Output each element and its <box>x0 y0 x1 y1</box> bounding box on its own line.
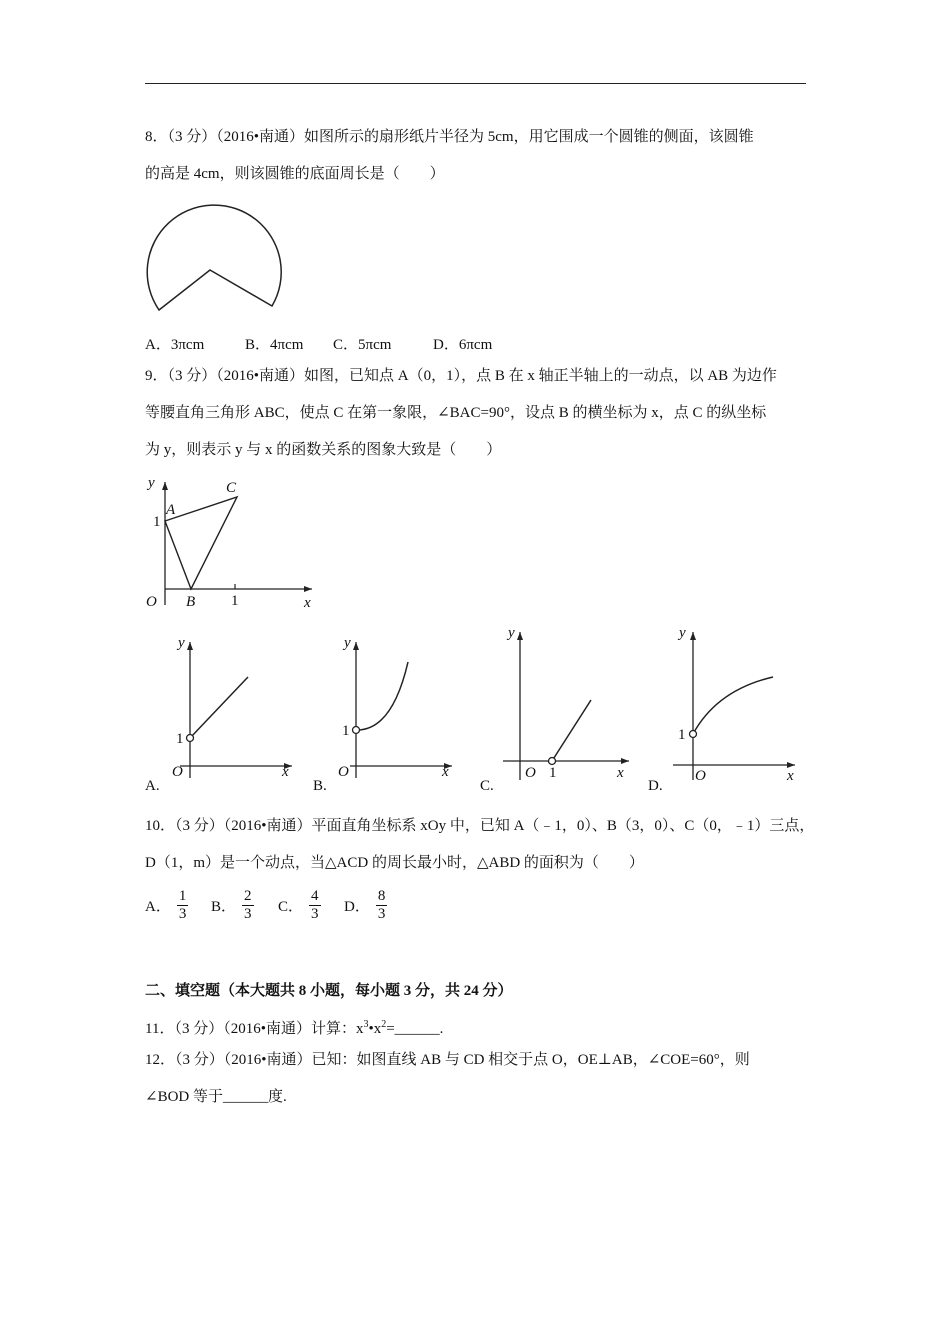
q10-option-c-num: 4 <box>311 888 319 904</box>
graph-b-x-label: x <box>442 764 449 780</box>
fig9-c-label: C <box>226 480 237 496</box>
q10-option-a[interactable] <box>145 888 188 923</box>
section2-heading: 二、填空题（本大题共 8 小题，每小题 3 分，共 24 分） <box>145 983 513 999</box>
graph-b-option[interactable]: B. <box>313 778 327 794</box>
graph-b-origin-label: O <box>338 764 349 780</box>
graph-c-x-label: x <box>617 765 624 781</box>
graph-a-one-label: 1 <box>176 731 184 747</box>
q10-option-a-num: 1 <box>178 888 187 904</box>
graph-b-one-label: 1 <box>342 723 350 739</box>
graph-b-y-label: y <box>344 635 351 651</box>
q8-option-b[interactable]: B．4πcm <box>245 337 304 353</box>
q10-option-b-fraction <box>242 888 254 923</box>
graph-c[interactable] <box>495 620 635 790</box>
graph-d-option[interactable]: D. <box>648 778 663 794</box>
q10-option-d[interactable] <box>344 888 387 923</box>
q10-option-d-den: 3 <box>377 906 386 922</box>
fig9-y-label: y <box>148 475 155 491</box>
header-rule <box>145 83 806 84</box>
graph-a-option[interactable]: A. <box>145 778 160 794</box>
q10-option-a-label: A． <box>145 899 171 915</box>
q10-option-a-den: 3 <box>178 906 187 922</box>
q9-text-line2: 等腰直角三角形 ABC，使点 C 在第一象限，∠BAC=90°，设点 B 的横坐标为 x，点 C 的纵坐标 <box>145 405 767 421</box>
q8-text-line1: 8．（3 分）（2016•南通）如图所示的扇形纸片半径为 5cm，用它围成一个圆锥的侧面，该圆锥 <box>145 129 754 145</box>
fig9-one-y-label: 1 <box>153 514 161 530</box>
q9-text-line1: 9．（3 分）（2016•南通）如图，已知点 A（0，1），点 B 在 x 轴正半轴上的一动点，以 AB 为边作 <box>145 368 777 384</box>
fig9-origin-label: O <box>146 594 157 610</box>
q8-option-c[interactable]: C．5πcm <box>333 337 392 353</box>
q12-text-line2: ∠BOD 等于______度. <box>145 1089 287 1105</box>
fig9-one-x-label: 1 <box>231 593 239 609</box>
q8-option-d[interactable]: D．6πcm <box>433 337 493 353</box>
q10-text-line2: D（1，m）是一个动点，当△ACD 的周长最小时，△ABD 的面积为（ ） <box>145 855 644 871</box>
q10-option-c[interactable] <box>278 888 321 923</box>
graph-c-option[interactable]: C. <box>480 778 494 794</box>
graph-c-one-label: 1 <box>549 765 557 781</box>
q10-option-b-num: 2 <box>244 888 252 904</box>
q8-text-line2: 的高是 4cm，则该圆锥的底面周长是（ ） <box>145 166 445 182</box>
sector-figure <box>140 200 285 345</box>
graph-a-y-label: y <box>178 635 185 651</box>
graph-d-one-label: 1 <box>678 727 686 743</box>
q10-option-d-fraction <box>376 888 388 923</box>
graph-d-origin-label: O <box>695 768 706 784</box>
q8-option-a[interactable]: A．3πcm <box>145 337 205 353</box>
q10-option-c-den: 3 <box>311 906 319 922</box>
q11-exp1: 3 <box>363 1019 369 1030</box>
graph-d-x-label: x <box>787 768 794 784</box>
graph-a-origin-label: O <box>172 764 183 780</box>
graph-c-y-label: y <box>508 625 515 641</box>
q10-option-a-fraction <box>177 888 189 923</box>
q12-text-line1: 12．（3 分）（2016•南通）已知：如图直线 AB 与 CD 相交于点 O，OE⊥AB，∠COE=60°，则 <box>145 1052 750 1068</box>
graph-a[interactable] <box>160 630 300 790</box>
q11-exp2: 2 <box>381 1019 387 1030</box>
q10-text-line1: 10．（3 分）（2016•南通）平面直角坐标系 xOy 中，已知 A（﹣1，0）、B（3，0）、C（0，﹣1）三点， <box>145 818 815 834</box>
q11-suffix: =______. <box>386 1021 444 1037</box>
q10-option-b-den: 3 <box>244 906 252 922</box>
graph-a-x-label: x <box>282 764 289 780</box>
q10-option-c-fraction <box>309 888 321 923</box>
triangle-figure <box>140 470 320 615</box>
fig9-x-label: x <box>304 595 311 611</box>
q11-prefix: 11．（3 分）（2016•南通）计算：x <box>145 1021 364 1037</box>
q10-option-b[interactable] <box>211 888 254 923</box>
fig9-a-label: A <box>166 502 176 518</box>
fig9-b-label: B <box>186 594 196 610</box>
q10-option-c-label: C． <box>278 899 304 915</box>
graph-d-y-label: y <box>679 625 686 641</box>
q11-text <box>145 1015 443 1039</box>
graph-c-origin-label: O <box>525 765 536 781</box>
q10-option-d-label: D． <box>344 899 370 915</box>
graph-d[interactable] <box>665 620 805 790</box>
q9-text-line3: 为 y，则表示 y 与 x 的函数关系的图象大致是（ ） <box>145 442 502 458</box>
q8-options <box>145 333 492 354</box>
q11-mid: •x <box>368 1021 382 1037</box>
graph-b[interactable] <box>330 630 470 790</box>
q10-option-d-num: 8 <box>377 888 386 904</box>
q10-option-b-label: B． <box>211 899 237 915</box>
